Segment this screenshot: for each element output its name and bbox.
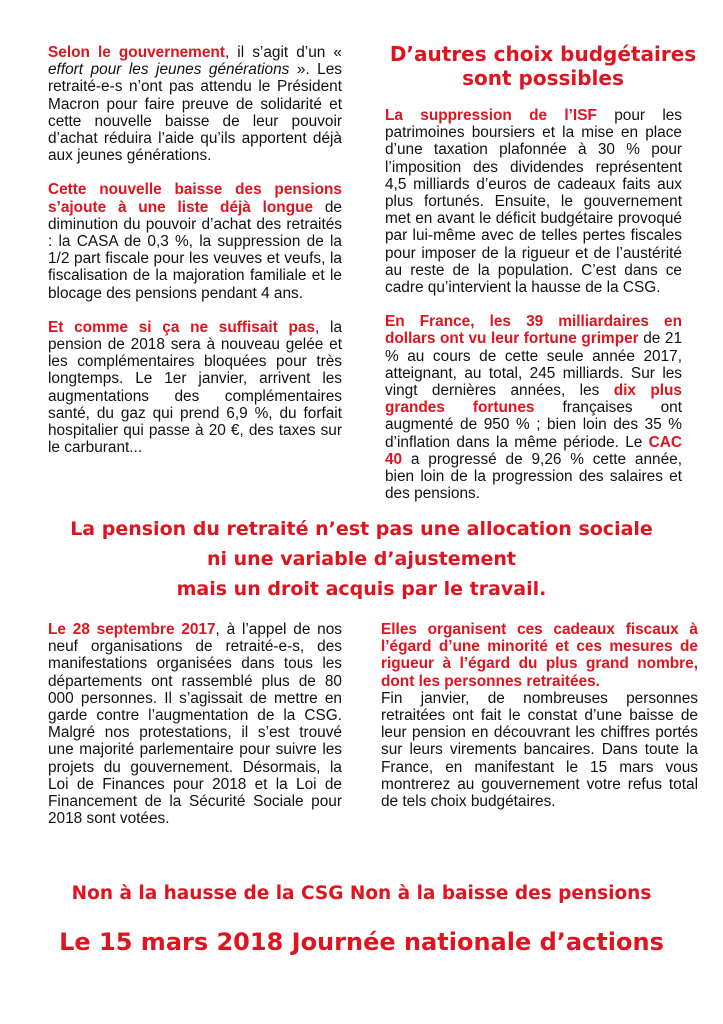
text-span: pour les patrimoines boursiers et la mise en place d’une taxation plafonnée à 30 % pour l’imposition des dividendes représentent 4,5 milliards d’euros de cadeaux faits aux plus fortunés. Ensuite, le gouvernement met en avant le déficit budgétaire provoqué par lui-même avec de telles pertes fiscales pour imposer de la rigueur et de l’austérité au reste de la population. C’est dans ce cadre qu’intervient la hausse de la CSG. bbox=[385, 107, 683, 297]
paragraph-cadeaux-fiscaux bbox=[381, 621, 698, 810]
banner-line-2: ni une variable d’ajustement bbox=[207, 548, 516, 570]
left-bottom-column bbox=[48, 621, 342, 844]
footer-line-15-mars: Le 15 mars 2018 Journée nationale d’actions bbox=[59, 928, 664, 956]
right-bottom-column bbox=[381, 621, 698, 827]
right-top-column bbox=[385, 107, 682, 519]
lead-milliardaires: En France, les 39 milliardaires en dollars ont vu leur fortune grimper bbox=[385, 313, 682, 348]
text-span: , à l’appel de nos neuf organisations de retraité-e-s, des manifestations organisées dans tous les départements ont rassemblé plus de 80 000 personnes. Il s’agissait de mettre en garde contre l’augmentation de la CSG. Malgré nos protestations, il s’est trouvé une majorité parlementaire pour suivre les projets du gouvernement. Désormais, la Loi de Finances pour 2018 et la Loi de Financement de la Sécurité Sociale pour 2018 sont votées. bbox=[48, 621, 342, 828]
text-span: , la pension de 2018 sera à nouveau gelée et les complémentaires bloquées pour très longtemps. Le 1er janvier, arrivent les augmentations des complémentaires santé, du gaz qui prend 6,9 %, du forfait hospitalier qui passe à 20 €, des taxes sur le carburant... bbox=[48, 318, 343, 457]
lead-28-septembre: Le 28 septembre 2017 bbox=[48, 621, 216, 638]
footer-line-csg: Non à la hausse de la CSG Non à la baisse des pensions bbox=[71, 883, 652, 904]
text-span: , il s’agit d’un « bbox=[224, 44, 342, 61]
text-span: a progressé de 9,26 % cette année, bien loin de la progression des salaires et des pensions. bbox=[385, 450, 682, 503]
quote-jeunes-generations: effort pour les jeunes générations bbox=[48, 61, 290, 79]
text-span: Fin janvier, de nombreuses personnes retraitées ont fait le constat d’une baisse de leur pension en découvrant les chiffres portés sur leurs virements bancaires. Dans toute la France, en manifestant le 15 mars vous montrerez au gouvernement votre refus total de tels choix budgétaires. bbox=[381, 689, 698, 811]
lead-cadeaux-fiscaux: Elles organisent ces cadeaux fiscaux à l’égard d’une minorité et ces mesures de rigueur à l’égard du plus grand nombre, dont les personnes retraitées. bbox=[381, 621, 698, 690]
lead-nouvelle-baisse: Cette nouvelle baisse des pensions s’ajoute à une liste déjà longue bbox=[48, 181, 342, 216]
paragraph-gouvernement bbox=[48, 44, 342, 164]
lead-selon-gouvernement: Selon le gouvernement bbox=[48, 44, 225, 61]
lead-comme-si: Et comme si ça ne suffisait pas bbox=[48, 318, 316, 336]
title-line-1: D’autres choix budgétaires bbox=[389, 42, 697, 66]
lead-suppression-isf: La suppression de l’ISF bbox=[385, 107, 597, 124]
paragraph-milliardaires bbox=[385, 313, 682, 502]
paragraph-nouvelle-baisse bbox=[48, 181, 342, 301]
paragraph-isf bbox=[385, 107, 682, 296]
text-span: françaises ont augmenté de 950 % ; bien loin des 35 % d’inflation dans la même période. Le bbox=[385, 399, 683, 451]
text-span: de diminution du pouvoir d’achat des retraités : la CASA de 0,3 %, la suppression de la 1/2 part fiscale pour les veuves et veufs, la fiscalisation de la majoration familiale et le blocage des pensions pendant 4 ans. bbox=[48, 198, 342, 302]
text-span: ». Les retraité-e-s n’ont pas attendu le Président Macron pour faire preuve de solidarité et cette nouvelle baisse de leur pouvoir d’achat réduira l’aide qu’ils apportent déjà aux jeunes générations. bbox=[48, 61, 342, 165]
paragraph-comme-si bbox=[48, 319, 342, 457]
text-span: de 21 % au cours de cette seule année 2017, atteignant, au total, 245 milliards. Sur les vingt dernières années, les bbox=[385, 330, 683, 400]
highlight-dix-fortunes: dix plus grandes fortunes bbox=[385, 382, 682, 417]
paragraph-28-septembre bbox=[48, 621, 342, 827]
middle-banner bbox=[0, 514, 723, 604]
banner-line-3: mais un droit acquis par le travail. bbox=[176, 578, 547, 600]
banner-line-1: La pension du retraité n’est pas une allocation sociale bbox=[70, 518, 653, 540]
left-top-column bbox=[48, 44, 342, 473]
highlight-cac40: CAC 40 bbox=[385, 433, 682, 468]
section-title-autres-choix bbox=[380, 42, 706, 90]
title-line-2: sont possibles bbox=[462, 66, 624, 90]
